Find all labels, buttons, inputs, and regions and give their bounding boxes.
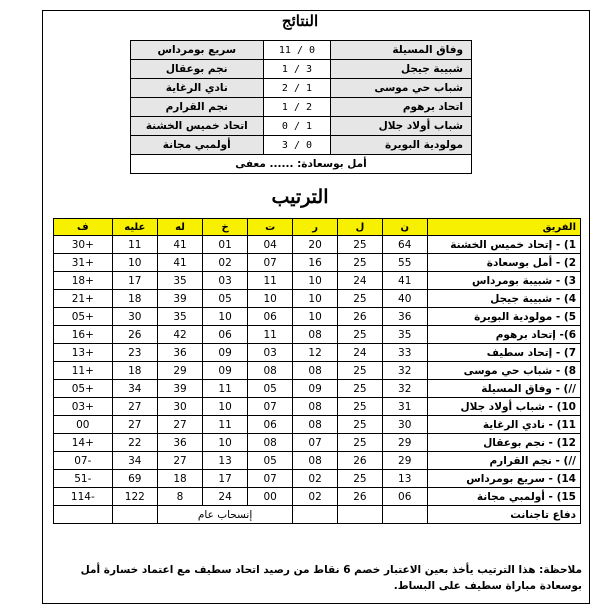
results-title: النتائج	[281, 12, 319, 30]
goal-diff-cell: +21	[54, 290, 113, 308]
played-cell: 25	[338, 434, 383, 452]
lost-cell: 24	[203, 488, 248, 506]
empty-cell	[382, 506, 427, 524]
team-name-cell: 1) - إتحاد خميس الخشنة	[427, 236, 580, 254]
goal-diff-cell: -114	[54, 488, 113, 506]
result-score: 1 / 2	[263, 79, 331, 98]
goals-against-cell: 10	[112, 254, 157, 272]
goals-against-cell: 26	[112, 326, 157, 344]
lost-cell: 03	[203, 272, 248, 290]
lost-cell: 05	[203, 290, 248, 308]
won-cell: 20	[293, 236, 338, 254]
won-cell: 16	[293, 254, 338, 272]
header-team: الفريق	[427, 219, 580, 236]
won-cell: 02	[293, 488, 338, 506]
empty-cell	[338, 506, 383, 524]
team-name-cell: //) - وفاق المسيلة	[427, 380, 580, 398]
goal-diff-cell: -07	[54, 452, 113, 470]
lost-cell: 06	[203, 326, 248, 344]
bye-note: أمل بوسعادة: ...... معفى	[131, 155, 472, 174]
goals-for-cell: 39	[157, 380, 202, 398]
header-goal-diff: ف	[54, 219, 113, 236]
standings-row	[54, 272, 581, 290]
standings-row	[54, 452, 581, 470]
points-cell: 31	[382, 398, 427, 416]
played-cell: 25	[338, 398, 383, 416]
goals-against-cell: 34	[112, 380, 157, 398]
lost-cell: 01	[203, 236, 248, 254]
goal-diff-cell: +05	[54, 308, 113, 326]
won-cell: 08	[293, 416, 338, 434]
goals-for-cell: 8	[157, 488, 202, 506]
played-cell: 25	[338, 416, 383, 434]
goals-for-cell: 41	[157, 254, 202, 272]
drawn-cell: 04	[248, 236, 293, 254]
won-cell: 08	[293, 398, 338, 416]
lost-cell: 09	[203, 344, 248, 362]
points-cell: 29	[382, 452, 427, 470]
won-cell: 10	[293, 308, 338, 326]
result-row	[131, 41, 472, 60]
goals-against-cell: 17	[112, 272, 157, 290]
team-name-cell: 15) - أولمبي مجانة	[427, 488, 580, 506]
goals-for-cell: 35	[157, 308, 202, 326]
goals-against-cell: 122	[112, 488, 157, 506]
goals-against-cell: 23	[112, 344, 157, 362]
result-away-team: سريع بومرداس	[131, 41, 264, 60]
standings-row	[54, 362, 581, 380]
drawn-cell: 06	[248, 416, 293, 434]
goals-against-cell: 22	[112, 434, 157, 452]
goals-for-cell: 29	[157, 362, 202, 380]
won-cell: 02	[293, 470, 338, 488]
lost-cell: 10	[203, 308, 248, 326]
drawn-cell: 07	[248, 398, 293, 416]
played-cell: 24	[338, 272, 383, 290]
goal-diff-cell: -51	[54, 470, 113, 488]
goals-for-cell: 30	[157, 398, 202, 416]
played-cell: 25	[338, 470, 383, 488]
points-cell: 06	[382, 488, 427, 506]
points-cell: 40	[382, 290, 427, 308]
played-cell: 25	[338, 254, 383, 272]
standings-row	[54, 488, 581, 506]
points-cell: 30	[382, 416, 427, 434]
goal-diff-cell: +11	[54, 362, 113, 380]
won-cell: 08	[293, 452, 338, 470]
played-cell: 25	[338, 362, 383, 380]
goals-for-cell: 35	[157, 272, 202, 290]
result-score: 0 / 11	[263, 41, 331, 60]
result-away-team: أولمبي مجانة	[131, 136, 264, 155]
header-played: ل	[338, 219, 383, 236]
result-note-row	[131, 155, 472, 174]
standings-row	[54, 398, 581, 416]
played-cell: 25	[338, 290, 383, 308]
empty-cell	[112, 506, 157, 524]
points-cell: 36	[382, 308, 427, 326]
lost-cell: 17	[203, 470, 248, 488]
goal-diff-cell: +30	[54, 236, 113, 254]
lost-cell: 10	[203, 398, 248, 416]
drawn-cell: 11	[248, 326, 293, 344]
result-home-team: شبيبة جيجل	[331, 60, 472, 79]
goals-against-cell: 34	[112, 452, 157, 470]
standings-row	[54, 380, 581, 398]
header-goals-for: له	[157, 219, 202, 236]
drawn-cell: 05	[248, 452, 293, 470]
goals-for-cell: 18	[157, 470, 202, 488]
result-score: 2 / 1	[263, 98, 331, 117]
result-home-team: مولودية البويرة	[331, 136, 472, 155]
played-cell: 25	[338, 326, 383, 344]
standings-row	[54, 344, 581, 362]
team-name-cell: 14) - سريع بومرداس	[427, 470, 580, 488]
result-away-team: اتحاد خميس الخشنة	[131, 117, 264, 136]
drawn-cell: 00	[248, 488, 293, 506]
won-cell: 09	[293, 380, 338, 398]
standings-row	[54, 290, 581, 308]
goal-diff-cell: +31	[54, 254, 113, 272]
won-cell: 08	[293, 362, 338, 380]
team-name-cell: 11) - نادي الرغاية	[427, 416, 580, 434]
team-name-cell: //) - نجم القرارم	[427, 452, 580, 470]
points-cell: 29	[382, 434, 427, 452]
lost-cell: 11	[203, 380, 248, 398]
won-cell: 07	[293, 434, 338, 452]
standings-row	[54, 326, 581, 344]
team-name-cell: 8) - شباب حي موسى	[427, 362, 580, 380]
result-row	[131, 98, 472, 117]
goal-diff-cell: 00	[54, 416, 113, 434]
points-cell: 32	[382, 380, 427, 398]
team-name-cell: 10) - شباب أولاد جلال	[427, 398, 580, 416]
played-cell: 26	[338, 308, 383, 326]
standings-title: الترتيب	[271, 186, 329, 208]
goals-against-cell: 27	[112, 398, 157, 416]
won-cell: 10	[293, 290, 338, 308]
standings-row	[54, 254, 581, 272]
team-name-cell: 7) - إتحاد سطيف	[427, 344, 580, 362]
lost-cell: 11	[203, 416, 248, 434]
goals-for-cell: 42	[157, 326, 202, 344]
standings-row	[54, 416, 581, 434]
header-goals-against: عليه	[112, 219, 157, 236]
result-away-team: نجم بوعقال	[131, 60, 264, 79]
empty-cell	[293, 506, 338, 524]
drawn-cell: 10	[248, 290, 293, 308]
header-drawn: ت	[248, 219, 293, 236]
goal-diff-cell: +16	[54, 326, 113, 344]
drawn-cell: 08	[248, 362, 293, 380]
result-home-team: وفاق المسيلة	[331, 41, 472, 60]
played-cell: 26	[338, 488, 383, 506]
result-score: 1 / 0	[263, 117, 331, 136]
team-name-cell: 4) - شبيبة جيجل	[427, 290, 580, 308]
drawn-cell: 08	[248, 434, 293, 452]
drawn-cell: 07	[248, 254, 293, 272]
standings-row	[54, 308, 581, 326]
points-cell: 13	[382, 470, 427, 488]
lost-cell: 13	[203, 452, 248, 470]
goals-for-cell: 27	[157, 416, 202, 434]
header-points: ن	[382, 219, 427, 236]
goal-diff-cell: +18	[54, 272, 113, 290]
footnote: ملاحظة: هذا الترتيب يأخذ بعين الاعتبار خصم 6 نقاط من رصيد اتحاد سطيف مع اعتماد خسارة أمل بوسعادة مباراة سطيف على البساط.	[80, 564, 582, 592]
drawn-cell: 07	[248, 470, 293, 488]
result-away-team: نادي الرغاية	[131, 79, 264, 98]
standings-header-row	[54, 219, 581, 236]
goals-against-cell: 11	[112, 236, 157, 254]
team-name-cell: 5) - مولودية البويرة	[427, 308, 580, 326]
result-away-team: نجم القرارم	[131, 98, 264, 117]
goals-against-cell: 30	[112, 308, 157, 326]
goals-for-cell: 36	[157, 344, 202, 362]
team-name-cell: 6)- إتحاد برهوم	[427, 326, 580, 344]
goal-diff-cell: +13	[54, 344, 113, 362]
result-home-team: اتحاد برهوم	[331, 98, 472, 117]
goals-for-cell: 36	[157, 434, 202, 452]
header-lost: خ	[203, 219, 248, 236]
standings-table	[53, 218, 581, 524]
drawn-cell: 06	[248, 308, 293, 326]
points-cell: 64	[382, 236, 427, 254]
goals-for-cell: 41	[157, 236, 202, 254]
goals-for-cell: 27	[157, 452, 202, 470]
played-cell: 26	[338, 452, 383, 470]
goal-diff-cell: +03	[54, 398, 113, 416]
withdrawn-status: إنسحاب عام	[157, 506, 292, 524]
result-home-team: شباب حي موسى	[331, 79, 472, 98]
team-name-cell: 12) - نجم بوعقال	[427, 434, 580, 452]
goal-diff-cell: +05	[54, 380, 113, 398]
lost-cell: 10	[203, 434, 248, 452]
standings-row	[54, 434, 581, 452]
points-cell: 33	[382, 344, 427, 362]
points-cell: 32	[382, 362, 427, 380]
result-score: 0 / 3	[263, 136, 331, 155]
drawn-cell: 11	[248, 272, 293, 290]
withdrawn-team: دفاع تاجنانت	[427, 506, 580, 524]
goals-against-cell: 69	[112, 470, 157, 488]
goals-for-cell: 39	[157, 290, 202, 308]
team-name-cell: 2) - أمل بوسعادة	[427, 254, 580, 272]
team-name-cell: 3) - شبيبة بومرداس	[427, 272, 580, 290]
empty-cell	[54, 506, 113, 524]
result-row	[131, 136, 472, 155]
won-cell: 10	[293, 272, 338, 290]
result-row	[131, 79, 472, 98]
played-cell: 24	[338, 344, 383, 362]
goals-against-cell: 18	[112, 290, 157, 308]
points-cell: 55	[382, 254, 427, 272]
drawn-cell: 03	[248, 344, 293, 362]
result-home-team: شباب أولاد جلال	[331, 117, 472, 136]
lost-cell: 02	[203, 254, 248, 272]
goal-diff-cell: +14	[54, 434, 113, 452]
standings-row	[54, 236, 581, 254]
standings-row	[54, 470, 581, 488]
points-cell: 41	[382, 272, 427, 290]
drawn-cell: 05	[248, 380, 293, 398]
played-cell: 25	[338, 236, 383, 254]
won-cell: 08	[293, 326, 338, 344]
lost-cell: 09	[203, 362, 248, 380]
results-table	[130, 40, 472, 174]
result-row	[131, 117, 472, 136]
played-cell: 25	[338, 380, 383, 398]
points-cell: 35	[382, 326, 427, 344]
withdrawn-row	[54, 506, 581, 524]
goals-against-cell: 18	[112, 362, 157, 380]
header-won: ر	[293, 219, 338, 236]
won-cell: 12	[293, 344, 338, 362]
goals-against-cell: 27	[112, 416, 157, 434]
result-row	[131, 60, 472, 79]
result-score: 3 / 1	[263, 60, 331, 79]
